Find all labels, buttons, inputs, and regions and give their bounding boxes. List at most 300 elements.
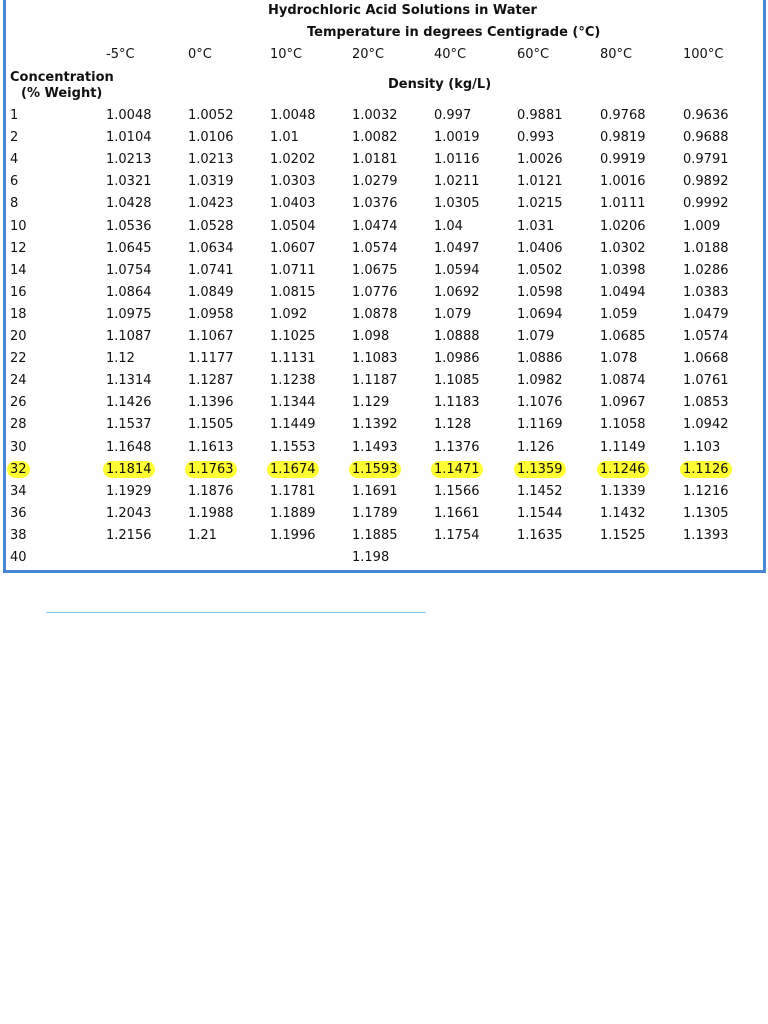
density-value: 1.0528	[188, 219, 234, 234]
density-cell	[270, 108, 316, 124]
density-cell	[600, 373, 646, 389]
density-cell	[270, 307, 307, 323]
density-cell	[270, 263, 316, 279]
density-cell	[517, 417, 563, 433]
density-cell	[188, 108, 234, 124]
density-cell	[683, 528, 729, 544]
density-value: 1.1314	[106, 373, 152, 388]
density-cell	[600, 307, 637, 323]
density-cell	[683, 506, 729, 522]
density-cell	[517, 196, 563, 212]
concentration-unit-label: (% Weight)	[21, 86, 103, 101]
density-cell	[434, 219, 463, 235]
density-value: 1.1238	[270, 373, 316, 388]
density-cell	[434, 373, 480, 389]
density-value: 1.0942	[683, 417, 729, 432]
density-cell	[106, 196, 152, 212]
density-value: 1.0645	[106, 241, 152, 256]
density-label: Density (kg/L)	[388, 77, 492, 92]
density-cell	[188, 196, 234, 212]
density-cell	[517, 285, 563, 301]
density-cell	[434, 108, 471, 124]
concentration-cell	[10, 174, 18, 190]
density-value: 1.0849	[188, 285, 234, 300]
density-cell	[434, 307, 471, 323]
density-value: 1.0878	[352, 307, 398, 322]
density-value: 1.0494	[600, 285, 646, 300]
density-value: 1.1432	[600, 506, 646, 521]
density-value: 1.1648	[106, 440, 152, 455]
density-cell	[434, 196, 480, 212]
density-value: 1.0967	[600, 395, 646, 410]
concentration-value: 38	[10, 528, 27, 543]
concentration-cell	[10, 130, 18, 146]
density-cell	[434, 506, 480, 522]
density-cell	[517, 373, 563, 389]
density-value: 1.0048	[270, 108, 316, 123]
density-cell	[600, 263, 646, 279]
density-cell	[434, 462, 483, 478]
density-value: 1.0761	[683, 373, 729, 388]
density-value: 1.128	[434, 417, 472, 432]
density-cell	[188, 307, 234, 323]
density-cell	[270, 395, 316, 411]
density-cell	[683, 395, 729, 411]
density-value: 1.1305	[683, 506, 729, 521]
density-cell	[683, 196, 729, 212]
density-value: 1.1996	[270, 528, 316, 543]
concentration-cell	[10, 417, 27, 433]
density-value: 1.0634	[188, 241, 234, 256]
density-value: 1.1814	[103, 461, 155, 478]
density-value: 1.0776	[352, 285, 398, 300]
density-cell	[188, 263, 234, 279]
density-value: 1.1452	[517, 484, 563, 499]
density-cell	[517, 528, 563, 544]
density-value: 1.1126	[680, 461, 732, 478]
density-cell	[683, 219, 720, 235]
density-value: 1.0052	[188, 108, 234, 123]
density-cell	[188, 285, 234, 301]
density-value: 1.0607	[270, 241, 316, 256]
density-value: 1.1087	[106, 329, 152, 344]
density-cell	[517, 506, 563, 522]
density-cell	[600, 152, 646, 168]
density-value: 1.079	[434, 307, 472, 322]
density-cell	[188, 462, 237, 478]
density-value: 1.0376	[352, 196, 398, 211]
density-cell	[683, 263, 729, 279]
density-value: 1.103	[683, 440, 721, 455]
density-cell	[352, 440, 398, 456]
density-cell	[352, 285, 398, 301]
density-value: 1.1392	[352, 417, 398, 432]
concentration-label: Concentration	[10, 70, 114, 85]
density-cell	[434, 241, 480, 257]
density-value: 1.0741	[188, 263, 234, 278]
density-cell	[270, 484, 316, 500]
density-value: 1.0211	[434, 174, 480, 189]
density-value: 1.1635	[517, 528, 563, 543]
density-cell	[270, 440, 316, 456]
density-cell	[352, 241, 398, 257]
density-value: 1.0754	[106, 263, 152, 278]
density-value: 1.0026	[517, 152, 563, 167]
density-cell	[270, 285, 316, 301]
concentration-cell	[10, 241, 27, 257]
density-value: 1.0692	[434, 285, 480, 300]
temperature-header: 100°C	[683, 47, 724, 62]
density-value: 1.12	[106, 351, 135, 366]
density-cell	[517, 174, 563, 190]
concentration-cell	[10, 550, 27, 566]
density-value: 1.0886	[517, 351, 563, 366]
density-cell	[270, 152, 316, 168]
density-value: 1.1177	[188, 351, 234, 366]
density-value: 1.0215	[517, 196, 563, 211]
density-cell	[106, 395, 152, 411]
density-value: 1.1426	[106, 395, 152, 410]
density-cell	[352, 174, 398, 190]
density-cell	[683, 174, 729, 190]
density-value: 1.2043	[106, 506, 152, 521]
density-cell	[600, 219, 646, 235]
density-cell	[270, 373, 316, 389]
density-value: 1.1691	[352, 484, 398, 499]
table-title: Hydrochloric Acid Solutions in Water	[268, 3, 537, 18]
density-cell	[600, 285, 646, 301]
density-cell	[106, 417, 152, 433]
density-cell	[106, 506, 152, 522]
density-cell	[517, 307, 563, 323]
density-value: 1.1493	[352, 440, 398, 455]
concentration-value: 18	[10, 307, 27, 322]
density-cell	[517, 130, 554, 146]
density-value: 1.1149	[600, 440, 646, 455]
density-cell	[188, 130, 234, 146]
density-value: 1.1376	[434, 440, 480, 455]
density-value: 1.0675	[352, 263, 398, 278]
density-cell	[600, 528, 646, 544]
density-cell	[600, 462, 649, 478]
density-cell	[270, 174, 316, 190]
density-cell	[517, 152, 563, 168]
density-cell	[434, 152, 480, 168]
density-value: 1.0398	[600, 263, 646, 278]
density-value: 1.0815	[270, 285, 316, 300]
density-value: 1.1183	[434, 395, 480, 410]
density-cell	[352, 152, 398, 168]
density-cell	[106, 528, 152, 544]
density-value: 1.1449	[270, 417, 316, 432]
density-value: 1.1789	[352, 506, 398, 521]
density-value: 1.009	[683, 219, 721, 234]
density-cell	[270, 219, 316, 235]
density-value: 1.0423	[188, 196, 234, 211]
density-cell	[352, 351, 398, 367]
density-value: 1.1471	[431, 461, 483, 478]
density-cell	[352, 484, 398, 500]
density-cell	[434, 417, 471, 433]
density-value: 1.1505	[188, 417, 234, 432]
density-value: 1.079	[517, 329, 555, 344]
concentration-value: 26	[10, 395, 27, 410]
density-cell	[270, 417, 316, 433]
density-value: 1.0853	[683, 395, 729, 410]
concentration-value: 6	[10, 174, 19, 189]
temperature-header: 60°C	[517, 47, 550, 62]
density-value: 1.1246	[597, 461, 649, 478]
density-value: 1.1537	[106, 417, 152, 432]
concentration-cell	[10, 307, 27, 323]
density-value: 1.21	[188, 528, 217, 543]
density-value: 1.0474	[352, 219, 398, 234]
density-value: 0.9881	[517, 108, 563, 123]
density-cell	[106, 329, 152, 345]
density-value: 1.0116	[434, 152, 480, 167]
density-cell	[106, 152, 152, 168]
density-value: 1.0574	[683, 329, 729, 344]
density-value: 1.1754	[434, 528, 480, 543]
density-cell	[600, 395, 646, 411]
density-value: 0.993	[517, 130, 555, 145]
concentration-value: 12	[10, 241, 27, 256]
density-value: 1.0574	[352, 241, 398, 256]
density-value: 1.0048	[106, 108, 152, 123]
density-cell	[683, 417, 729, 433]
density-value: 1.0279	[352, 174, 398, 189]
density-cell	[106, 307, 152, 323]
density-value: 1.1058	[600, 417, 646, 432]
density-value: 1.0213	[188, 152, 234, 167]
density-value: 1.0305	[434, 196, 480, 211]
temperature-header: 80°C	[600, 47, 633, 62]
density-value: 1.031	[517, 219, 555, 234]
density-cell	[683, 108, 729, 124]
density-cell	[352, 108, 398, 124]
density-value: 1.0975	[106, 307, 152, 322]
density-cell	[352, 506, 398, 522]
density-cell	[600, 329, 646, 345]
density-value: 1.0888	[434, 329, 480, 344]
temperature-header: 20°C	[352, 47, 385, 62]
density-cell	[106, 130, 152, 146]
density-value: 1.01	[270, 130, 299, 145]
link-underline[interactable]	[46, 612, 426, 613]
concentration-cell	[10, 440, 27, 456]
density-cell	[600, 130, 646, 146]
density-cell	[683, 241, 729, 257]
density-value: 0.9688	[683, 130, 729, 145]
density-value: 1.1566	[434, 484, 480, 499]
density-value: 1.0082	[352, 130, 398, 145]
concentration-cell	[10, 506, 27, 522]
density-cell	[188, 417, 234, 433]
density-cell	[683, 130, 729, 146]
density-cell	[683, 329, 729, 345]
density-value: 1.1083	[352, 351, 398, 366]
density-cell	[517, 484, 563, 500]
density-cell	[600, 440, 646, 456]
density-cell	[352, 528, 398, 544]
density-value: 1.1359	[514, 461, 566, 478]
density-cell	[106, 462, 155, 478]
density-cell	[106, 241, 152, 257]
density-value: 1.1025	[270, 329, 316, 344]
density-cell	[434, 351, 480, 367]
density-cell	[683, 351, 729, 367]
density-cell	[517, 108, 563, 124]
concentration-cell	[10, 462, 30, 478]
density-value: 1.0202	[270, 152, 316, 167]
density-value: 1.1169	[517, 417, 563, 432]
density-cell	[600, 174, 646, 190]
density-value: 1.1593	[349, 461, 401, 478]
density-value: 1.1396	[188, 395, 234, 410]
density-value: 1.1076	[517, 395, 563, 410]
density-cell	[106, 440, 152, 456]
concentration-cell	[10, 263, 27, 279]
density-cell	[517, 241, 563, 257]
density-value: 1.0711	[270, 263, 316, 278]
density-value: 1.1889	[270, 506, 316, 521]
concentration-cell	[10, 196, 18, 212]
density-cell	[517, 329, 554, 345]
density-value: 1.0504	[270, 219, 316, 234]
concentration-cell	[10, 373, 27, 389]
density-cell	[106, 373, 152, 389]
density-cell	[188, 241, 234, 257]
density-cell	[683, 307, 729, 323]
density-cell	[352, 307, 398, 323]
density-value: 1.0668	[683, 351, 729, 366]
density-cell	[106, 285, 152, 301]
temperature-header: 10°C	[270, 47, 303, 62]
density-cell	[188, 373, 234, 389]
concentration-value: 2	[10, 130, 19, 145]
density-value: 1.126	[517, 440, 555, 455]
density-cell	[683, 462, 732, 478]
density-value: 1.0303	[270, 174, 316, 189]
concentration-cell	[10, 152, 18, 168]
concentration-value: 8	[10, 196, 19, 211]
density-value: 1.1781	[270, 484, 316, 499]
density-value: 0.9819	[600, 130, 646, 145]
density-cell	[270, 130, 299, 146]
density-value: 1.092	[270, 307, 308, 322]
density-value: 1.0479	[683, 307, 729, 322]
concentration-value: 28	[10, 417, 27, 432]
density-value: 1.0874	[600, 373, 646, 388]
density-value: 1.1067	[188, 329, 234, 344]
density-value: 1.0286	[683, 263, 729, 278]
density-cell	[600, 241, 646, 257]
concentration-value: 1	[10, 108, 19, 123]
density-cell	[270, 528, 316, 544]
density-value: 1.129	[352, 395, 390, 410]
density-cell	[600, 417, 646, 433]
density-value: 1.1216	[683, 484, 729, 499]
density-cell	[600, 484, 646, 500]
density-cell	[434, 174, 480, 190]
concentration-value: 22	[10, 351, 27, 366]
density-cell	[352, 263, 398, 279]
density-cell	[106, 351, 135, 367]
density-value: 1.1988	[188, 506, 234, 521]
density-value: 1.198	[352, 550, 390, 565]
density-value: 1.1885	[352, 528, 398, 543]
density-value: 0.9768	[600, 108, 646, 123]
density-cell	[517, 395, 563, 411]
density-cell	[600, 351, 637, 367]
density-value: 1.0536	[106, 219, 152, 234]
concentration-cell	[10, 395, 27, 411]
density-cell	[517, 440, 554, 456]
density-value: 1.059	[600, 307, 638, 322]
density-value: 1.1674	[267, 461, 319, 478]
density-cell	[188, 395, 234, 411]
density-cell	[434, 130, 480, 146]
density-cell	[188, 329, 234, 345]
density-cell	[352, 373, 398, 389]
density-value: 1.1763	[185, 461, 237, 478]
density-cell	[434, 329, 480, 345]
density-cell	[600, 108, 646, 124]
density-cell	[683, 285, 729, 301]
density-value: 1.1876	[188, 484, 234, 499]
density-cell	[270, 462, 319, 478]
density-value: 1.0111	[600, 196, 646, 211]
density-value: 1.0181	[352, 152, 398, 167]
density-value: 1.0428	[106, 196, 152, 211]
density-cell	[106, 108, 152, 124]
density-cell	[352, 462, 401, 478]
density-cell	[683, 484, 729, 500]
concentration-value: 20	[10, 329, 27, 344]
density-value: 0.9636	[683, 108, 729, 123]
concentration-cell	[10, 285, 27, 301]
concentration-value: 36	[10, 506, 27, 521]
concentration-value: 30	[10, 440, 27, 455]
density-cell	[106, 174, 152, 190]
concentration-value: 10	[10, 219, 27, 234]
density-value: 1.078	[600, 351, 638, 366]
density-cell	[352, 395, 389, 411]
density-cell	[434, 440, 480, 456]
density-value: 1.1187	[352, 373, 398, 388]
density-cell	[434, 395, 480, 411]
density-value: 1.1553	[270, 440, 316, 455]
density-value: 0.9791	[683, 152, 729, 167]
density-cell	[106, 263, 152, 279]
density-cell	[517, 462, 566, 478]
density-cell	[434, 528, 480, 544]
density-value: 1.0321	[106, 174, 152, 189]
density-value: 0.9892	[683, 174, 729, 189]
density-cell	[270, 329, 316, 345]
density-cell	[352, 219, 398, 235]
density-value: 1.0121	[517, 174, 563, 189]
density-value: 1.1929	[106, 484, 152, 499]
temperature-header: 0°C	[188, 47, 212, 62]
density-value: 1.0958	[188, 307, 234, 322]
density-value: 1.098	[352, 329, 390, 344]
density-value: 1.1544	[517, 506, 563, 521]
concentration-cell	[10, 351, 27, 367]
density-cell	[352, 329, 389, 345]
density-cell	[434, 263, 480, 279]
density-cell	[188, 351, 234, 367]
